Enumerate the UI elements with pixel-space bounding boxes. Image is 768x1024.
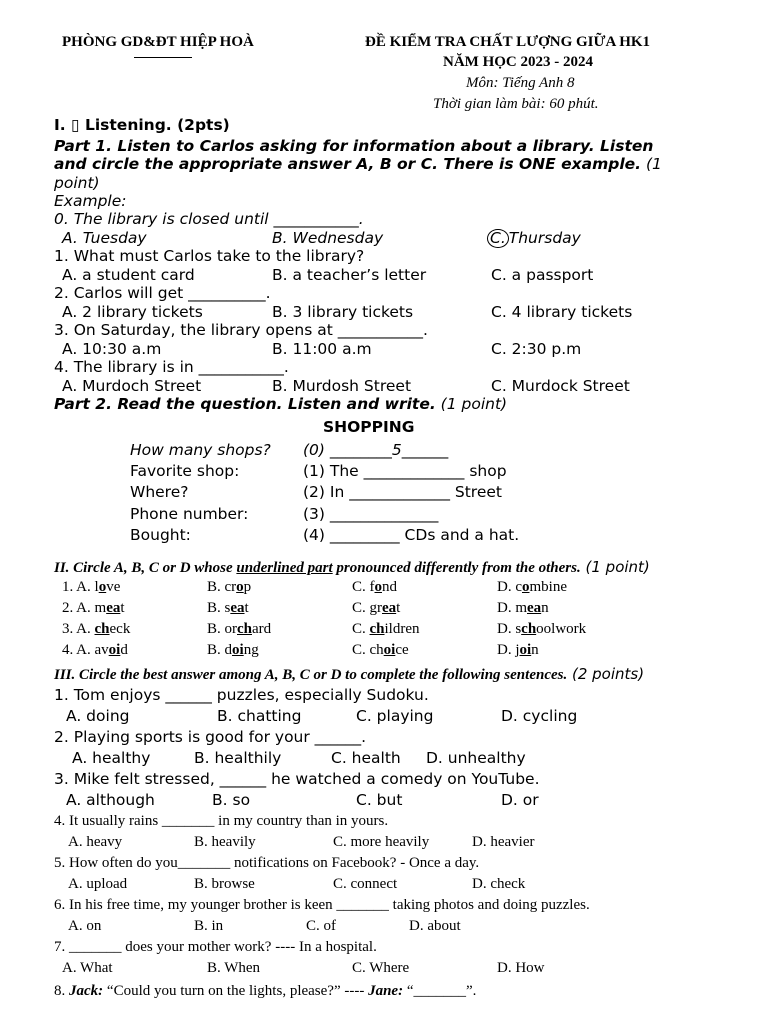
grammar-question-7: 7. _______ does your mother work? ---- In a hospital. xyxy=(54,939,377,955)
part-1-question-2: 2. Carlos will get __________. xyxy=(54,284,271,302)
section-3-title: III. Circle the best answer among A, B, C or D to complete the following sentences. (2 points) xyxy=(54,665,645,683)
grammar-q6-option-a: A. on xyxy=(68,918,102,934)
grammar-q5-option-c: C. connect xyxy=(333,876,398,892)
grammar-q5-option-b: B. browse xyxy=(194,876,255,892)
school-year: NĂM HỌC 2023 - 2024 xyxy=(443,54,593,70)
underlined-part: oi xyxy=(519,642,532,658)
grammar-q1-option-b: B. chatting xyxy=(217,707,302,725)
underlined-part: o xyxy=(236,579,244,595)
header-underline xyxy=(134,57,192,58)
grammar-q5-option-d: D. check xyxy=(472,876,526,892)
grammar-q5-option-a: A. upload xyxy=(68,876,128,892)
exam-title: ĐỀ KIỂM TRA CHẤT LƯỢNG GIỮA HK1 xyxy=(365,34,651,50)
section-1-title: I. ▯ Listening. (2pts) xyxy=(54,116,230,134)
shopping-row-answer: (1) The _____________ shop xyxy=(303,462,507,480)
example-answer-circle: C. xyxy=(487,229,509,248)
underlined-part: o xyxy=(522,579,530,595)
pronunciation-q1-option-d: D. combine xyxy=(497,579,567,595)
example-option-c: C. Thursday xyxy=(487,229,581,248)
underlined-part: ch xyxy=(237,621,252,637)
part-1-q4-option-c: C. Murdock Street xyxy=(491,377,630,395)
time-allowed: Thời gian làm bài: 60 phút. xyxy=(433,96,599,112)
grammar-q6-option-b: B. in xyxy=(194,918,224,934)
underlined-part: o xyxy=(98,579,107,595)
pronunciation-q2-option-c: C. great xyxy=(352,600,401,616)
part-1-q4-option-a: A. Murdoch Street xyxy=(62,377,202,395)
grammar-q7-option-d: D. How xyxy=(497,960,545,976)
pronunciation-q1-option-c: C. fond xyxy=(352,579,397,595)
grammar-q3-option-d: D. or xyxy=(501,791,539,809)
grammar-question-5: 5. How often do you_______ notifications on Facebook? - Once a day. xyxy=(54,855,480,871)
pronunciation-q3-option-c: C. children xyxy=(352,621,420,637)
pronunciation-q1-option-a: 1. A. love xyxy=(62,579,121,595)
grammar-q6-option-d: D. about xyxy=(409,918,461,934)
question-8: 8. Jack: “Could you turn on the lights, please?” ---- Jane: “_______”. xyxy=(54,983,477,999)
shopping-row-label: Favorite shop: xyxy=(130,462,240,480)
part-1-question-1: 1. What must Carlos take to the library? xyxy=(54,247,365,265)
underlined-part: ea xyxy=(382,600,397,616)
part-1-q2-option-a: A. 2 library tickets xyxy=(62,303,203,321)
grammar-q4-option-d: D. heavier xyxy=(472,834,535,850)
shopping-row-answer: (4) _________ CDs and a hat. xyxy=(303,526,520,544)
part-1-q3-option-a: A. 10:30 a.m xyxy=(62,340,162,358)
shopping-row-answer: (3) ______________ xyxy=(303,505,439,523)
pronunciation-q3-option-b: B. orchard xyxy=(207,621,272,637)
grammar-q3-option-b: B. so xyxy=(212,791,251,809)
underlined-part: ch xyxy=(521,621,537,637)
grammar-question-6: 6. In his free time, my younger brother is keen _______ taking photos and doing puzzles. xyxy=(54,897,590,913)
grammar-q3-option-a: A. although xyxy=(66,791,155,809)
part-1-q1-option-c: C. a passport xyxy=(491,266,594,284)
underlined-part: o xyxy=(374,579,382,595)
pronunciation-q4-option-c: C. choice xyxy=(352,642,409,658)
pronunciation-q3-option-d: D. schoolwork xyxy=(497,621,587,637)
department-name: PHÒNG GD&ĐT HIỆP HOÀ xyxy=(62,34,254,50)
underlined-part: ea xyxy=(106,600,121,616)
underlined-part: ea xyxy=(230,600,245,616)
grammar-q7-option-a: A. What xyxy=(62,960,113,976)
pronunciation-q4-option-d: D. join xyxy=(497,642,539,658)
shopping-row-label: How many shops? xyxy=(130,441,271,459)
part-1-question-3: 3. On Saturday, the library opens at ___________. xyxy=(54,321,428,339)
pronunciation-q1-option-b: B. crop xyxy=(207,579,252,595)
grammar-q7-option-b: B. When xyxy=(207,960,261,976)
shopping-heading: SHOPPING xyxy=(323,418,415,436)
grammar-q2-option-a: A. healthy xyxy=(72,749,151,767)
part-1-q1-option-b: B. a teacher’s letter xyxy=(272,266,427,284)
part-2-instructions: Part 2. Read the question. Listen and write. (1 point) xyxy=(54,395,508,413)
grammar-q7-option-c: C. Where xyxy=(352,960,410,976)
shopping-row-label: Phone number: xyxy=(130,505,249,523)
grammar-q1-option-d: D. cycling xyxy=(501,707,578,725)
grammar-q3-option-c: C. but xyxy=(356,791,403,809)
shopping-row-label: Where? xyxy=(130,483,189,501)
grammar-q2-option-b: B. healthily xyxy=(194,749,282,767)
grammar-q1-option-c: C. playing xyxy=(356,707,434,725)
section-2-title: II. Circle A, B, C or D whose underlined part pronounced differently from the others. (1 point) xyxy=(54,558,650,576)
grammar-question-3: 3. Mike felt stressed, ______ he watched a comedy on YouTube. xyxy=(54,770,540,788)
grammar-q2-option-d: D. unhealthy xyxy=(426,749,526,767)
grammar-q6-option-c: C. of xyxy=(306,918,336,934)
shopping-row-answer: (0) ________5______ xyxy=(303,441,449,459)
part-1-instructions-line-3: point) xyxy=(54,174,100,192)
example-option-a: A. Tuesday xyxy=(62,229,147,247)
pronunciation-q2-option-a: 2. A. meat xyxy=(62,600,125,616)
underlined-part: oi xyxy=(108,642,121,658)
underlined-part: ch xyxy=(369,621,385,637)
grammar-question-4: 4. It usually rains _______ in my country than in yours. xyxy=(54,813,389,829)
grammar-question-1: 1. Tom enjoys ______ puzzles, especially Sudoku. xyxy=(54,686,429,704)
pronunciation-q2-option-d: D. mean xyxy=(497,600,549,616)
pronunciation-q2-option-b: B. seat xyxy=(207,600,249,616)
part-1-q3-option-b: B. 11:00 a.m xyxy=(272,340,372,358)
part-1-question-4: 4. The library is in ___________. xyxy=(54,358,289,376)
example-option-b: B. Wednesday xyxy=(272,229,384,247)
underlined-part: ea xyxy=(527,600,542,616)
part-1-instructions-line-1: Part 1. Listen to Carlos asking for information about a library. Listen xyxy=(54,137,654,155)
shopping-row-answer: (2) In _____________ Street xyxy=(303,483,502,501)
grammar-q4-option-c: C. more heavily xyxy=(333,834,430,850)
part-1-instructions-line-2: and circle the appropriate answer A, B or C. There is ONE example. (1 xyxy=(54,155,662,173)
grammar-q1-option-a: A. doing xyxy=(66,707,130,725)
pronunciation-q4-option-a: 4. A. avoid xyxy=(62,642,128,658)
part-1-q1-option-a: A. a student card xyxy=(62,266,195,284)
grammar-q2-option-c: C. health xyxy=(331,749,401,767)
pronunciation-q3-option-a: 3. A. check xyxy=(62,621,131,637)
part-1-q2-option-c: C. 4 library tickets xyxy=(491,303,633,321)
part-1-q3-option-c: C. 2:30 p.m xyxy=(491,340,582,358)
underlined-part: ch xyxy=(94,621,110,637)
pronunciation-q4-option-b: B. doing xyxy=(207,642,259,658)
part-1-q2-option-b: B. 3 library tickets xyxy=(272,303,414,321)
subject: Môn: Tiếng Anh 8 xyxy=(466,75,575,91)
shopping-row-label: Bought: xyxy=(130,526,191,544)
part-1-q4-option-b: B. Murdosh Street xyxy=(272,377,412,395)
grammar-question-2: 2. Playing sports is good for your ______. xyxy=(54,728,367,746)
grammar-q4-option-b: B. heavily xyxy=(194,834,256,850)
underlined-part: oi xyxy=(232,642,244,658)
grammar-q4-option-a: A. heavy xyxy=(68,834,123,850)
example-question: 0. The library is closed until ___________. xyxy=(54,210,364,228)
example-label: Example: xyxy=(54,192,127,210)
underlined-part: oi xyxy=(383,642,396,658)
